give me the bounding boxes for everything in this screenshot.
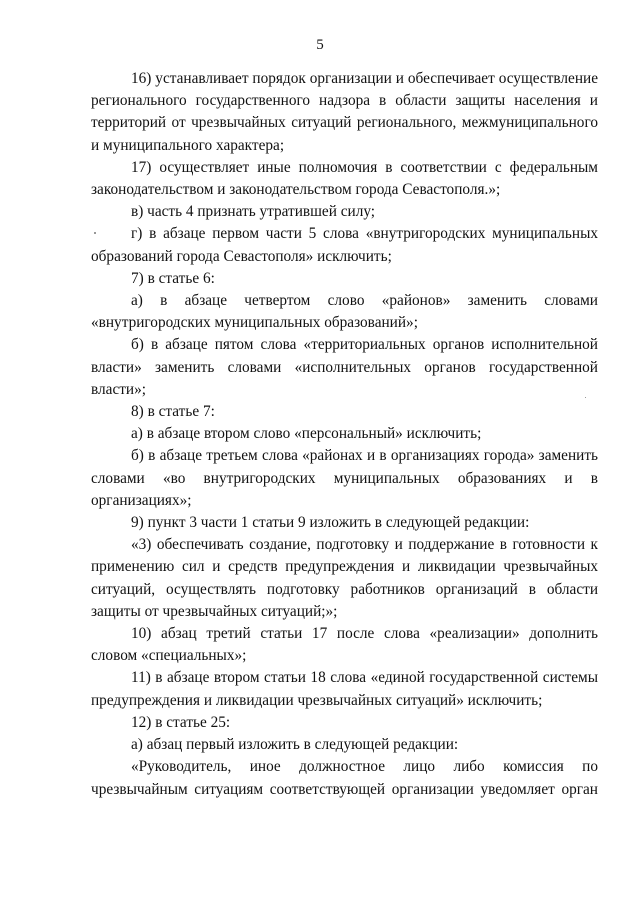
document-body	[91, 68, 598, 801]
paragraph-article-7-heading: 8) в статье 7:	[131, 403, 215, 421]
paragraph-article-6-b: б) в абзаце пятом слова «территориальных органов исполнительной власти» заменить словами «исполнительных органов государственной власти»;	[91, 336, 598, 398]
paragraph-item-16: 16) устанавливает порядок организации и обеспечивает осуществление регионального государственного надзора в области защиты населения и территорий от чрезвычайных ситуаций регионального, межмуниципального и муниципального характера;	[91, 70, 598, 154]
paragraph-article-7-a: а) в абзаце втором слово «персональный» исключить;	[131, 425, 482, 443]
paragraph-article-7-b: б) в абзаце третьем слова «районах и в организациях города» заменить словами «во внутригородских муниципальных образованиях и в организациях»;	[91, 447, 598, 509]
paragraph-part-5-amendment: г) в абзаце первом части 5 слова «внутригородских муниципальных образований города Севастополя» исключить;	[91, 225, 598, 265]
paragraph-item-17: 17) осуществляет иные полномочия в соответствии с федеральным законодательством и законодательством города Севастополя.»;	[91, 158, 598, 199]
paragraph-article-6-heading: 7) в статье 6:	[131, 269, 215, 287]
paragraph-part-4-repeal: в) часть 4 признать утратившей силу;	[131, 203, 376, 221]
scan-speck	[585, 397, 586, 398]
paragraph-article-25-heading: 12) в статье 25:	[131, 713, 231, 731]
paragraph-article-9-amendment: 9) пункт 3 части 1 статьи 9 изложить в следующей редакции:	[131, 514, 530, 532]
scan-speck	[94, 232, 96, 234]
paragraph-article-18-amendment: 11) в абзаце втором статьи 18 слова «единой государственной системы предупреждения и ликвидации чрезвычайных ситуаций» исключить;	[91, 669, 598, 709]
paragraph-article-25-a: а) абзац первый изложить в следующей редакции:	[131, 736, 459, 754]
paragraph-article-6-a: а) в абзаце четвертом слово «районов» заменить словами «внутригородских муниципальных образований»;	[91, 292, 598, 332]
paragraph-article-17-amendment: 10) абзац третий статьи 17 после слова «реализации» дополнить словом «специальных»;	[91, 625, 598, 665]
paragraph-article-25-new-text: «Руководитель, иное должностное лицо либо комиссия по чрезвычайным ситуациям соответствующей организации уведомляет орган	[91, 758, 598, 798]
paragraph-article-9-new-text: «3) обеспечивать создание, подготовку и поддержание в готовности к применению сил и средств предупреждения и ликвидации чрезвычайных ситуаций, осуществлять подготовку работников организаций в области защиты от чрезвычайных ситуаций;»;	[91, 536, 598, 620]
page-number: 5	[316, 37, 324, 53]
